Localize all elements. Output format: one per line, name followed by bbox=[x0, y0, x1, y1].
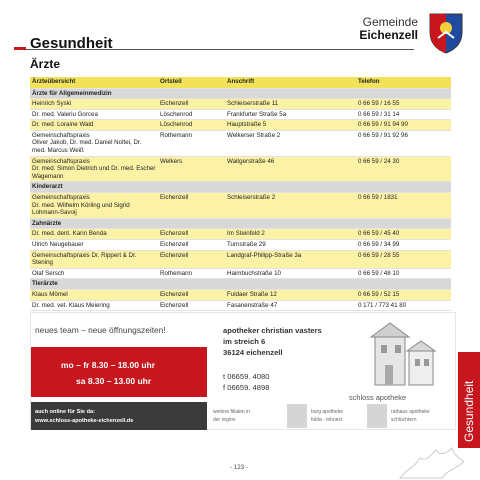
table-row bbox=[30, 300, 451, 311]
table-cell: Gemeinschaftspraxis Oliver Jakob, Dr. med. Daniel Noltei, Dr. med. Marcus Weiß bbox=[30, 130, 158, 156]
table-cell: 0 66 59 / 52 15 bbox=[356, 289, 451, 300]
street: im streich 6 bbox=[223, 337, 266, 346]
ad-heading: neues team – neue öffnungszeiten! bbox=[35, 325, 166, 335]
table-cell: Haimbuchstraße 10 bbox=[225, 268, 356, 279]
section-title: Ärzte bbox=[30, 57, 61, 71]
phone-number: t 06659. 4080 bbox=[223, 372, 270, 381]
table-cell: 0 66 59 / 91 94 90 bbox=[356, 120, 451, 131]
table-header: Ortsteil bbox=[158, 77, 225, 88]
table-cell: Hauptstraße 5 bbox=[225, 120, 356, 131]
branch-photo bbox=[287, 404, 307, 428]
pharmacy-address bbox=[223, 325, 322, 358]
table-cell: 0 66 59 / 31 14 bbox=[356, 109, 451, 120]
online-label: auch online für Sie da: bbox=[35, 409, 95, 415]
table-header: Telefon bbox=[356, 77, 451, 88]
branches-label-line: weitere filialen in bbox=[213, 409, 250, 415]
table-row bbox=[30, 193, 451, 219]
branches-label-line: der region bbox=[213, 417, 236, 423]
municipality-header bbox=[359, 16, 418, 41]
table-row bbox=[30, 99, 451, 110]
table-cell: Eichenzell bbox=[158, 289, 225, 300]
category-label: Tierärzte bbox=[30, 279, 451, 290]
table-cell: 0 66 59 / 28 55 bbox=[356, 250, 451, 268]
table-cell: Gemeinschaftspraxis Dr. med. Simon Dietrich und Dr. med. Escher Wagemann bbox=[30, 156, 158, 182]
table-cell: Löschenrod bbox=[158, 120, 225, 131]
category-label: Zahnärzte bbox=[30, 218, 451, 229]
page-title: Gesundheit bbox=[30, 35, 113, 52]
table-cell: 0 66 59 / 34 99 bbox=[356, 240, 451, 251]
table-row bbox=[30, 120, 451, 131]
table-cell: Eichenzell bbox=[158, 229, 225, 240]
table-header: Ärzteübersicht bbox=[30, 77, 158, 88]
table-cell: Rothemann bbox=[158, 130, 225, 156]
table-cell: Dr. med. dent. Karin Benda bbox=[30, 229, 158, 240]
table-row bbox=[30, 130, 451, 156]
table-row bbox=[30, 109, 451, 120]
table-cell: Welkers bbox=[158, 156, 225, 182]
opening-hours-box bbox=[31, 347, 207, 397]
municipality-name: Eichenzell bbox=[359, 27, 418, 42]
table-cell: Dr. med. Valeriu Gorcea bbox=[30, 109, 158, 120]
online-box bbox=[31, 402, 207, 430]
table-cell: Löschenrod bbox=[158, 109, 225, 120]
table-cell: Fuldaer Straße 12 bbox=[225, 289, 356, 300]
table-cell: Schleiserstraße 11 bbox=[225, 99, 356, 110]
pharmacy-ad bbox=[30, 312, 456, 430]
table-cell: 0 171 / 773 41 80 bbox=[356, 300, 451, 311]
branch-burg bbox=[311, 408, 343, 424]
table-cell: Heinrich Syski bbox=[30, 99, 158, 110]
table-cell: 0 66 59 / 24 30 bbox=[356, 156, 451, 182]
category-row bbox=[30, 88, 451, 99]
table-cell: Schleiserstraße 2 bbox=[225, 193, 356, 219]
table-row bbox=[30, 240, 451, 251]
table-cell: Im Steinfeld 2 bbox=[225, 229, 356, 240]
table-cell: Klaus Mömel bbox=[30, 289, 158, 300]
doctors-table bbox=[30, 77, 451, 311]
category-label: Ärzte für Allgemeinmedizin bbox=[30, 88, 451, 99]
category-row bbox=[30, 182, 451, 193]
table-cell: Frankfurter Straße 5a bbox=[225, 109, 356, 120]
table-row bbox=[30, 268, 451, 279]
table-cell: Gemeinschaftspraxis Dr. med. Wilhelm Körling und Sigrid Lohmann-Savoij bbox=[30, 193, 158, 219]
branches bbox=[211, 402, 457, 430]
table-row bbox=[30, 250, 451, 268]
table-cell: Dr. med. vet. Klaus Meiering bbox=[30, 300, 158, 311]
table-cell: 0 66 59 / 16 55 bbox=[356, 99, 451, 110]
table-cell: 0 66 59 / 48 10 bbox=[356, 268, 451, 279]
logo-label: schloss apotheke bbox=[349, 393, 407, 402]
table-cell: Rothemann bbox=[158, 268, 225, 279]
pharmacist-name: apotheker christian vasters bbox=[223, 326, 322, 335]
table-cell: Fasanenstraße 47 bbox=[225, 300, 356, 311]
side-tab-label: Gesundheit bbox=[462, 380, 476, 442]
hours-weekdays: mo – fr 8.30 – 18.00 uhr bbox=[61, 360, 156, 370]
table-cell: Gemeinschaftspraxis Dr. Rippert & Dr. Stening bbox=[30, 250, 158, 268]
table-cell: Eichenzell bbox=[158, 240, 225, 251]
oak-leaf-icon bbox=[396, 440, 466, 480]
table-cell: Eichenzell bbox=[158, 193, 225, 219]
table-cell: 0 66 59 / 91 92 96 bbox=[356, 130, 451, 156]
table-cell: Eichenzell bbox=[158, 300, 225, 311]
table-cell: Ulrich Neugebauer bbox=[30, 240, 158, 251]
coat-of-arms-icon bbox=[426, 10, 466, 54]
fax-number: f 06659. 4898 bbox=[223, 383, 270, 392]
table-cell: Landgraf-Philipp-Straße 3a bbox=[225, 250, 356, 268]
website-link[interactable]: www.schloss-apotheke-eichenzell.de bbox=[35, 418, 134, 424]
pharmacy-contacts bbox=[223, 371, 269, 393]
branch-name: burg apotheke bbox=[311, 409, 343, 415]
branch-location: fulda - lehnerz bbox=[311, 417, 343, 423]
table-cell: Welkerser Straße 2 bbox=[225, 130, 356, 156]
table-cell: Turnstraße 29 bbox=[225, 240, 356, 251]
hours-saturday: sa 8.30 – 13.00 uhr bbox=[76, 376, 152, 386]
category-row bbox=[30, 279, 451, 290]
city: 36124 eichenzell bbox=[223, 348, 283, 357]
category-row bbox=[30, 218, 451, 229]
table-cell: Eichenzell bbox=[158, 99, 225, 110]
branch-location: schlüchtern bbox=[391, 417, 417, 423]
branch-name: rathaus apotheke bbox=[391, 409, 430, 415]
table-row bbox=[30, 289, 451, 300]
branches-label bbox=[213, 408, 250, 424]
table-header: Anschrift bbox=[225, 77, 356, 88]
page-number: - 123 - bbox=[230, 464, 248, 471]
table-cell: Waitgerstraße 46 bbox=[225, 156, 356, 182]
title-accent bbox=[14, 47, 26, 50]
table-cell: Eichenzell bbox=[158, 250, 225, 268]
table-cell: 0 66 59 / 45 40 bbox=[356, 229, 451, 240]
branch-photo bbox=[367, 404, 387, 428]
municipality-label: Gemeinde bbox=[362, 15, 418, 29]
table-cell: Olaf Sersch bbox=[30, 268, 158, 279]
table-cell: Dr. med. Loraine Wald bbox=[30, 120, 158, 131]
category-label: Kinderarzt bbox=[30, 182, 451, 193]
table-row bbox=[30, 156, 451, 182]
table-row bbox=[30, 229, 451, 240]
table-cell: 0 66 59 / 1831 bbox=[356, 193, 451, 219]
branch-rathaus bbox=[391, 408, 430, 424]
